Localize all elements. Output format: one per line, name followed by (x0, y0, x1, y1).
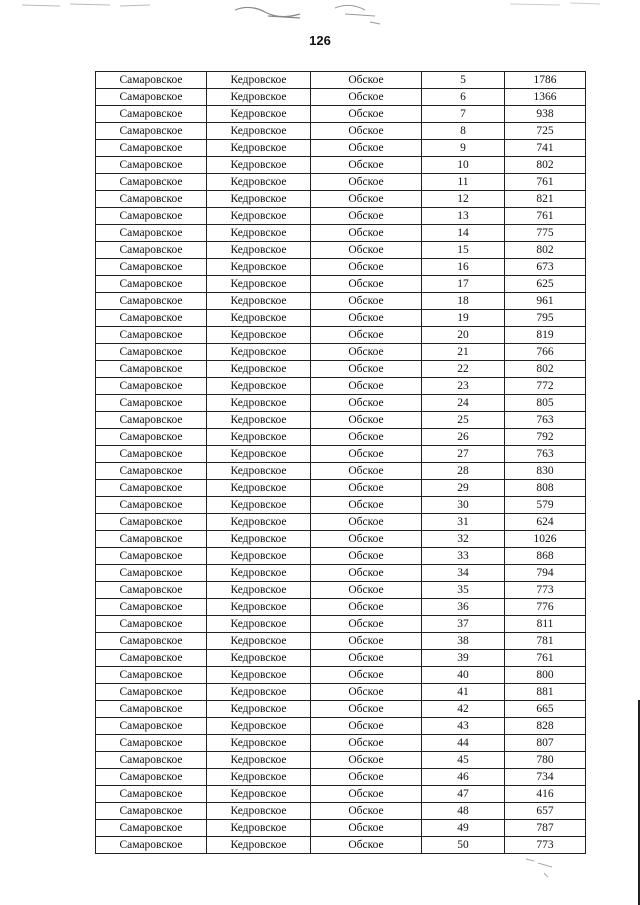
table-row (96, 208, 586, 225)
deposit-cell: Обское (311, 684, 422, 701)
value-cell: 828 (505, 718, 586, 735)
region-cell: Самаровское (96, 344, 207, 361)
number-cell: 29 (422, 480, 505, 497)
region-cell: Самаровское (96, 412, 207, 429)
table-row (96, 633, 586, 650)
table-row (96, 72, 586, 89)
table-row (96, 548, 586, 565)
deposit-cell: Обское (311, 633, 422, 650)
table-row (96, 327, 586, 344)
region-cell: Самаровское (96, 395, 207, 412)
value-cell: 868 (505, 548, 586, 565)
number-cell: 5 (422, 72, 505, 89)
number-cell: 27 (422, 446, 505, 463)
number-cell: 32 (422, 531, 505, 548)
deposit-cell: Обское (311, 157, 422, 174)
field-cell: Кедровское (207, 106, 311, 123)
deposit-cell: Обское (311, 123, 422, 140)
region-cell: Самаровское (96, 293, 207, 310)
field-cell: Кедровское (207, 140, 311, 157)
value-cell: 802 (505, 157, 586, 174)
region-cell: Самаровское (96, 633, 207, 650)
number-cell: 34 (422, 565, 505, 582)
region-cell: Самаровское (96, 565, 207, 582)
number-cell: 19 (422, 310, 505, 327)
value-cell: 938 (505, 106, 586, 123)
deposit-cell: Обское (311, 514, 422, 531)
deposit-cell: Обское (311, 803, 422, 820)
table-row (96, 446, 586, 463)
table-row (96, 837, 586, 854)
value-cell: 1366 (505, 89, 586, 106)
table-row (96, 752, 586, 769)
field-cell: Кедровское (207, 395, 311, 412)
region-cell: Самаровское (96, 599, 207, 616)
table-row (96, 225, 586, 242)
value-cell: 772 (505, 378, 586, 395)
region-cell: Самаровское (96, 157, 207, 174)
number-cell: 39 (422, 650, 505, 667)
number-cell: 18 (422, 293, 505, 310)
table-row (96, 361, 586, 378)
number-cell: 8 (422, 123, 505, 140)
number-cell: 22 (422, 361, 505, 378)
number-cell: 25 (422, 412, 505, 429)
region-cell: Самаровское (96, 72, 207, 89)
table-row (96, 344, 586, 361)
number-cell: 36 (422, 599, 505, 616)
region-cell: Самаровское (96, 531, 207, 548)
value-cell: 811 (505, 616, 586, 633)
table-row (96, 140, 586, 157)
table-row (96, 89, 586, 106)
number-cell: 46 (422, 769, 505, 786)
value-cell: 961 (505, 293, 586, 310)
number-cell: 12 (422, 191, 505, 208)
table-row (96, 378, 586, 395)
number-cell: 20 (422, 327, 505, 344)
region-cell: Самаровское (96, 225, 207, 242)
number-cell: 44 (422, 735, 505, 752)
field-cell: Кедровское (207, 599, 311, 616)
field-cell: Кедровское (207, 650, 311, 667)
deposit-cell: Обское (311, 429, 422, 446)
region-cell: Самаровское (96, 480, 207, 497)
field-cell: Кедровское (207, 837, 311, 854)
table-row (96, 174, 586, 191)
region-cell: Самаровское (96, 684, 207, 701)
field-cell: Кедровское (207, 72, 311, 89)
region-cell: Самаровское (96, 174, 207, 191)
value-cell: 1786 (505, 72, 586, 89)
region-cell: Самаровское (96, 769, 207, 786)
value-cell: 416 (505, 786, 586, 803)
value-cell: 776 (505, 599, 586, 616)
number-cell: 42 (422, 701, 505, 718)
number-cell: 7 (422, 106, 505, 123)
region-cell: Самаровское (96, 667, 207, 684)
value-cell: 761 (505, 174, 586, 191)
deposit-cell: Обское (311, 463, 422, 480)
field-cell: Кедровское (207, 786, 311, 803)
deposit-cell: Обское (311, 616, 422, 633)
deposit-cell: Обское (311, 820, 422, 837)
table-body (96, 72, 586, 854)
region-cell: Самаровское (96, 786, 207, 803)
value-cell: 761 (505, 208, 586, 225)
field-cell: Кедровское (207, 565, 311, 582)
region-cell: Самаровское (96, 429, 207, 446)
field-cell: Кедровское (207, 293, 311, 310)
field-cell: Кедровское (207, 174, 311, 191)
value-cell: 821 (505, 191, 586, 208)
deposit-cell: Обское (311, 412, 422, 429)
field-cell: Кедровское (207, 480, 311, 497)
region-cell: Самаровское (96, 514, 207, 531)
value-cell: 781 (505, 633, 586, 650)
region-cell: Самаровское (96, 106, 207, 123)
value-cell: 805 (505, 395, 586, 412)
number-cell: 23 (422, 378, 505, 395)
field-cell: Кедровское (207, 412, 311, 429)
table-row (96, 259, 586, 276)
value-cell: 625 (505, 276, 586, 293)
field-cell: Кедровское (207, 225, 311, 242)
field-cell: Кедровское (207, 735, 311, 752)
table-row (96, 582, 586, 599)
value-cell: 792 (505, 429, 586, 446)
region-cell: Самаровское (96, 191, 207, 208)
value-cell: 808 (505, 480, 586, 497)
table-row (96, 616, 586, 633)
deposit-cell: Обское (311, 225, 422, 242)
value-cell: 773 (505, 582, 586, 599)
table-row (96, 395, 586, 412)
table-row (96, 820, 586, 837)
number-cell: 41 (422, 684, 505, 701)
table-row (96, 157, 586, 174)
deposit-cell: Обское (311, 701, 422, 718)
table-row (96, 429, 586, 446)
number-cell: 50 (422, 837, 505, 854)
field-cell: Кедровское (207, 310, 311, 327)
field-cell: Кедровское (207, 259, 311, 276)
deposit-cell: Обское (311, 378, 422, 395)
deposit-cell: Обское (311, 259, 422, 276)
value-cell: 766 (505, 344, 586, 361)
value-cell: 795 (505, 310, 586, 327)
region-cell: Самаровское (96, 837, 207, 854)
region-cell: Самаровское (96, 752, 207, 769)
table-row (96, 599, 586, 616)
value-cell: 775 (505, 225, 586, 242)
value-cell: 725 (505, 123, 586, 140)
field-cell: Кедровское (207, 378, 311, 395)
deposit-cell: Обское (311, 72, 422, 89)
number-cell: 17 (422, 276, 505, 293)
value-cell: 763 (505, 446, 586, 463)
number-cell: 33 (422, 548, 505, 565)
deposit-cell: Обское (311, 140, 422, 157)
field-cell: Кедровское (207, 820, 311, 837)
table-row (96, 276, 586, 293)
deposit-cell: Обское (311, 327, 422, 344)
deposit-cell: Обское (311, 293, 422, 310)
deposit-cell: Обское (311, 276, 422, 293)
region-cell: Самаровское (96, 242, 207, 259)
field-cell: Кедровское (207, 208, 311, 225)
number-cell: 16 (422, 259, 505, 276)
deposit-cell: Обское (311, 599, 422, 616)
region-cell: Самаровское (96, 123, 207, 140)
number-cell: 10 (422, 157, 505, 174)
deposit-cell: Обское (311, 650, 422, 667)
region-cell: Самаровское (96, 378, 207, 395)
number-cell: 6 (422, 89, 505, 106)
value-cell: 579 (505, 497, 586, 514)
field-cell: Кедровское (207, 514, 311, 531)
field-cell: Кедровское (207, 701, 311, 718)
deposit-cell: Обское (311, 208, 422, 225)
table-row (96, 514, 586, 531)
number-cell: 35 (422, 582, 505, 599)
number-cell: 43 (422, 718, 505, 735)
table-row (96, 803, 586, 820)
region-cell: Самаровское (96, 735, 207, 752)
field-cell: Кедровское (207, 429, 311, 446)
deposit-cell: Обское (311, 837, 422, 854)
table-row (96, 650, 586, 667)
deposit-cell: Обское (311, 242, 422, 259)
number-cell: 45 (422, 752, 505, 769)
table-row (96, 497, 586, 514)
deposit-cell: Обское (311, 548, 422, 565)
value-cell: 665 (505, 701, 586, 718)
deposit-cell: Обское (311, 531, 422, 548)
number-cell: 28 (422, 463, 505, 480)
number-cell: 9 (422, 140, 505, 157)
field-cell: Кедровское (207, 667, 311, 684)
region-cell: Самаровское (96, 361, 207, 378)
deposit-cell: Обское (311, 667, 422, 684)
scan-noise-header (0, 0, 640, 30)
deposit-cell: Обское (311, 446, 422, 463)
deposit-cell: Обское (311, 174, 422, 191)
region-cell: Самаровское (96, 89, 207, 106)
field-cell: Кедровское (207, 361, 311, 378)
number-cell: 47 (422, 786, 505, 803)
field-cell: Кедровское (207, 497, 311, 514)
region-cell: Самаровское (96, 463, 207, 480)
value-cell: 624 (505, 514, 586, 531)
region-cell: Самаровское (96, 327, 207, 344)
number-cell: 49 (422, 820, 505, 837)
number-cell: 11 (422, 174, 505, 191)
table-row (96, 531, 586, 548)
table-row (96, 735, 586, 752)
region-cell: Самаровское (96, 140, 207, 157)
field-cell: Кедровское (207, 242, 311, 259)
region-cell: Самаровское (96, 820, 207, 837)
value-cell: 657 (505, 803, 586, 820)
deposit-cell: Обское (311, 786, 422, 803)
region-cell: Самаровское (96, 548, 207, 565)
table-row (96, 242, 586, 259)
table-row (96, 769, 586, 786)
field-cell: Кедровское (207, 123, 311, 140)
number-cell: 15 (422, 242, 505, 259)
deposit-cell: Обское (311, 106, 422, 123)
value-cell: 741 (505, 140, 586, 157)
table-row (96, 701, 586, 718)
field-cell: Кедровское (207, 327, 311, 344)
table-row (96, 667, 586, 684)
value-cell: 802 (505, 242, 586, 259)
value-cell: 773 (505, 837, 586, 854)
field-cell: Кедровское (207, 633, 311, 650)
number-cell: 31 (422, 514, 505, 531)
value-cell: 830 (505, 463, 586, 480)
deposit-cell: Обское (311, 89, 422, 106)
value-cell: 787 (505, 820, 586, 837)
value-cell: 761 (505, 650, 586, 667)
deposit-cell: Обское (311, 718, 422, 735)
table-row (96, 293, 586, 310)
number-cell: 13 (422, 208, 505, 225)
field-cell: Кедровское (207, 446, 311, 463)
table-row (96, 463, 586, 480)
region-cell: Самаровское (96, 803, 207, 820)
table-row (96, 684, 586, 701)
field-cell: Кедровское (207, 344, 311, 361)
field-cell: Кедровское (207, 752, 311, 769)
value-cell: 780 (505, 752, 586, 769)
field-cell: Кедровское (207, 191, 311, 208)
region-cell: Самаровское (96, 259, 207, 276)
deposit-cell: Обское (311, 769, 422, 786)
deposit-cell: Обское (311, 565, 422, 582)
region-cell: Самаровское (96, 701, 207, 718)
number-cell: 48 (422, 803, 505, 820)
field-cell: Кедровское (207, 616, 311, 633)
field-cell: Кедровское (207, 89, 311, 106)
value-cell: 800 (505, 667, 586, 684)
field-cell: Кедровское (207, 276, 311, 293)
value-cell: 802 (505, 361, 586, 378)
number-cell: 30 (422, 497, 505, 514)
table-row (96, 786, 586, 803)
table-row (96, 191, 586, 208)
value-cell: 819 (505, 327, 586, 344)
deposit-cell: Обское (311, 361, 422, 378)
scan-corner-mark (522, 853, 562, 883)
deposit-cell: Обское (311, 497, 422, 514)
table-row (96, 412, 586, 429)
deposit-cell: Обское (311, 752, 422, 769)
region-cell: Самаровское (96, 310, 207, 327)
region-cell: Самаровское (96, 650, 207, 667)
field-cell: Кедровское (207, 803, 311, 820)
deposit-cell: Обское (311, 480, 422, 497)
deposit-cell: Обское (311, 735, 422, 752)
value-cell: 673 (505, 259, 586, 276)
deposit-cell: Обское (311, 582, 422, 599)
table-row (96, 718, 586, 735)
deposit-cell: Обское (311, 191, 422, 208)
number-cell: 26 (422, 429, 505, 446)
field-cell: Кедровское (207, 582, 311, 599)
region-cell: Самаровское (96, 446, 207, 463)
field-cell: Кедровское (207, 531, 311, 548)
value-cell: 807 (505, 735, 586, 752)
number-cell: 24 (422, 395, 505, 412)
region-cell: Самаровское (96, 497, 207, 514)
table-row (96, 310, 586, 327)
field-cell: Кедровское (207, 463, 311, 480)
field-cell: Кедровское (207, 157, 311, 174)
deposit-cell: Обское (311, 344, 422, 361)
field-cell: Кедровское (207, 548, 311, 565)
number-cell: 14 (422, 225, 505, 242)
value-cell: 794 (505, 565, 586, 582)
table-row (96, 123, 586, 140)
region-cell: Самаровское (96, 208, 207, 225)
number-cell: 40 (422, 667, 505, 684)
field-cell: Кедровское (207, 684, 311, 701)
region-cell: Самаровское (96, 616, 207, 633)
field-cell: Кедровское (207, 718, 311, 735)
region-cell: Самаровское (96, 276, 207, 293)
value-cell: 734 (505, 769, 586, 786)
table-row (96, 480, 586, 497)
number-cell: 37 (422, 616, 505, 633)
table-row (96, 565, 586, 582)
data-table (95, 71, 586, 854)
table-row (96, 106, 586, 123)
region-cell: Самаровское (96, 582, 207, 599)
number-cell: 38 (422, 633, 505, 650)
field-cell: Кедровское (207, 769, 311, 786)
page-number: 126 (309, 33, 331, 48)
deposit-cell: Обское (311, 310, 422, 327)
region-cell: Самаровское (96, 718, 207, 735)
value-cell: 881 (505, 684, 586, 701)
value-cell: 763 (505, 412, 586, 429)
number-cell: 21 (422, 344, 505, 361)
deposit-cell: Обское (311, 395, 422, 412)
value-cell: 1026 (505, 531, 586, 548)
